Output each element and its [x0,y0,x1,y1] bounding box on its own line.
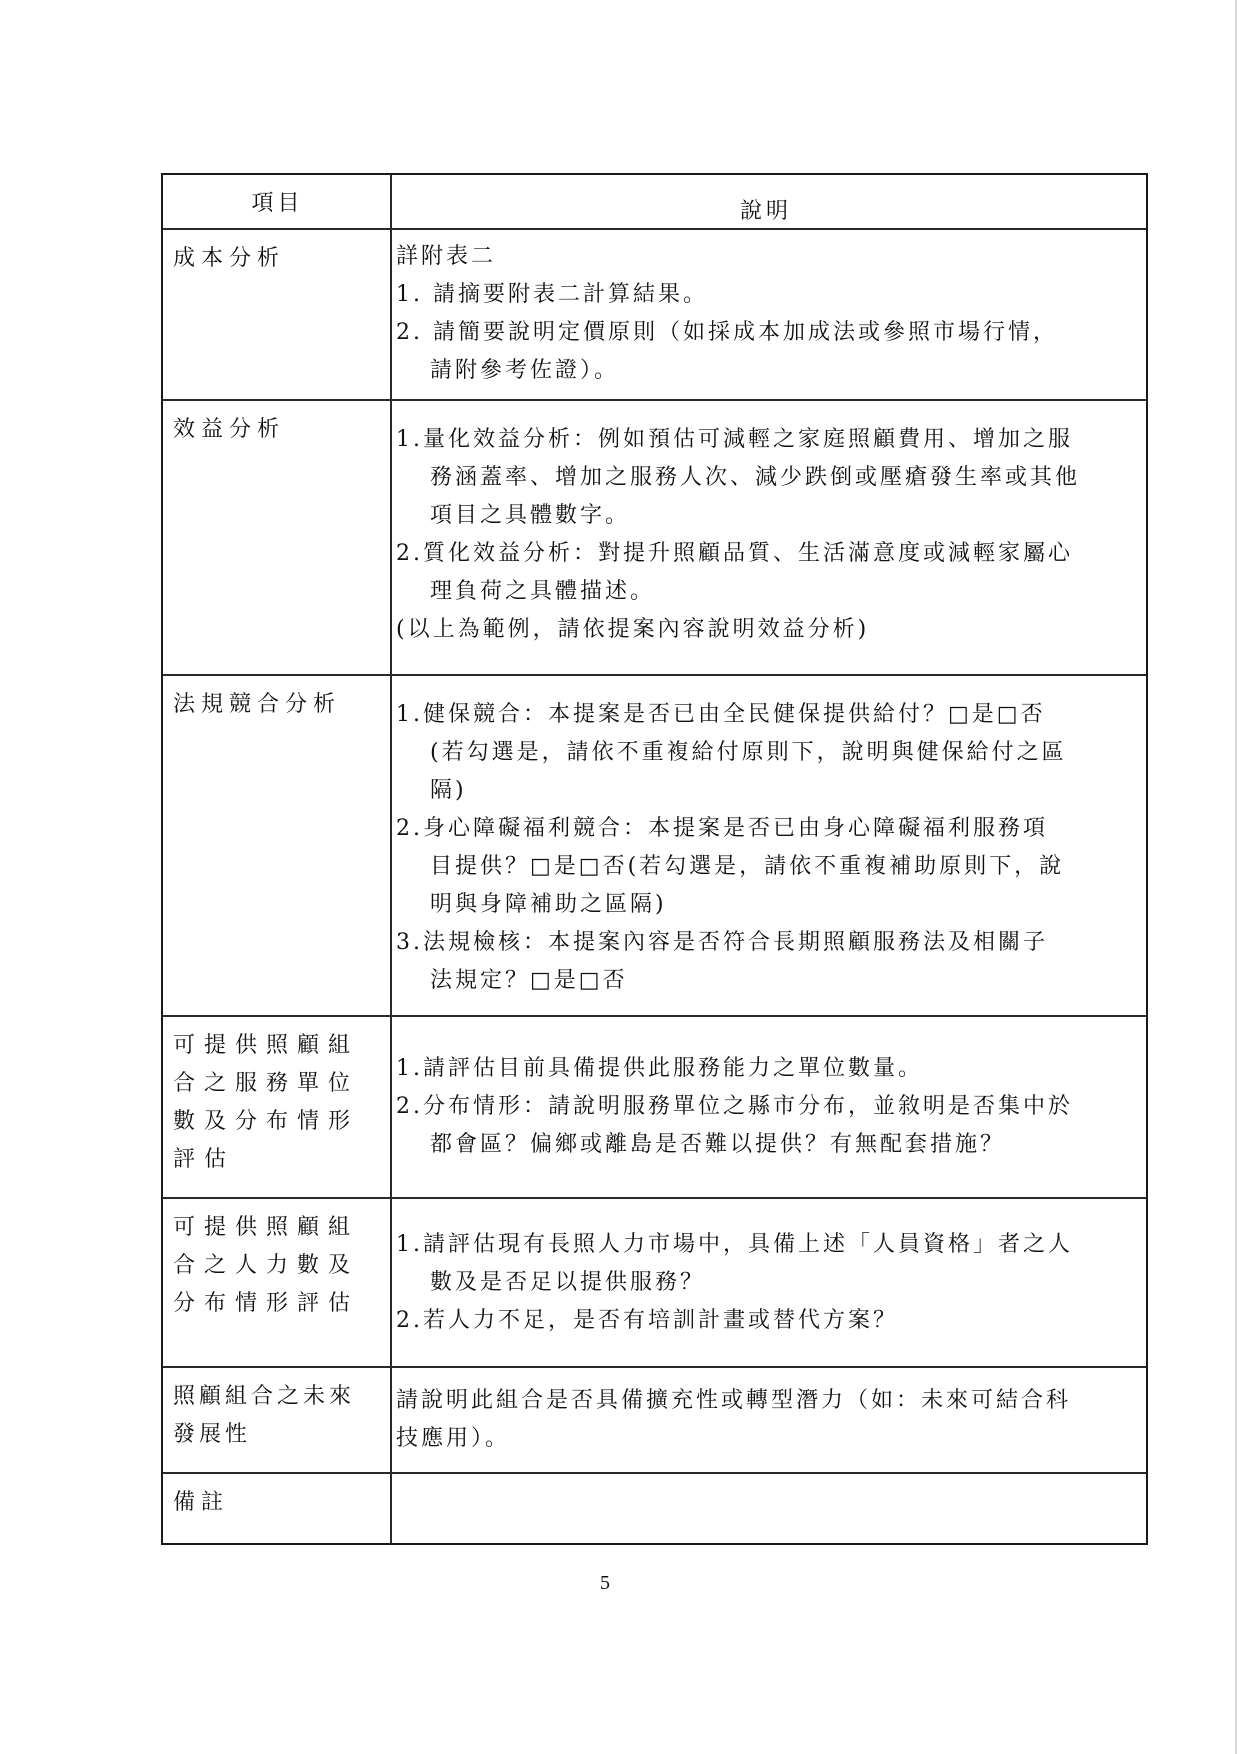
item-line: 成本分析 [173,246,286,271]
table-row-remarks [163,1472,1146,1543]
desc-line: (若勾選是，請依不重複給付原則下，說明與健保給付之區 [430,740,1067,765]
desc-line: 技應用）。 [396,1426,511,1451]
desc-line: 明與身障補助之區隔) [430,892,667,917]
row-item [163,1474,392,1543]
table-row-regulatory-analysis [163,674,1146,1015]
desc-line: 項目之具體數字。 [430,503,631,528]
item-line: 合之人力數及 [173,1253,360,1278]
desc-line: 2.若人力不足，是否有培訓計畫或替代方案？ [396,1307,898,1333]
item-line: 備註 [173,1490,230,1515]
table-row-benefit-analysis [163,399,1146,674]
desc-line: (以上為範例，請依提案內容說明效益分析) [396,617,870,642]
desc-line: 請附參考佐證）。 [430,358,620,383]
desc-line: 2. 請簡要說明定價原則（如採成本加成法或參照市場行情， [396,320,1058,345]
item-line: 可提供照顧組 [173,1215,360,1240]
row-item [163,676,392,1015]
table-row-future-development [163,1366,1146,1472]
header-description: 說明 [739,199,792,224]
row-item [163,401,392,674]
scan-edge-line [1235,0,1237,1754]
desc-line: 都會區？偏鄉或離島是否難以提供？有無配套措施？ [430,1132,1006,1157]
desc-line: 數及是否足以提供服務？ [430,1269,706,1295]
table-row-cost-analysis [163,228,1146,399]
item-line: 法規競合分析 [173,692,342,717]
row-item [163,230,392,399]
item-line: 可提供照顧組 [173,1033,360,1058]
row-description [392,1199,1146,1366]
desc-line: 1.請評估現有長照人力市場中，具備上述「人員資格」者之人 [396,1231,1073,1257]
desc-line: 1.量化效益分析：例如預估可減輕之家庭照顧費用、增加之服 [396,427,1073,452]
desc-line: 3.法規檢核：本提案內容是否符合長期照顧服務法及相關子 [396,930,1048,955]
desc-line: 1. 請摘要附表二計算結果。 [396,282,708,307]
proposal-evaluation-table [161,173,1148,1545]
header-item: 項目 [163,175,392,228]
row-description [392,1017,1146,1197]
page-number: 5 [600,1572,610,1594]
table-row-manpower-assessment [163,1197,1146,1366]
desc-line: 2.分布情形：請說明服務單位之縣市分布，並敘明是否集中於 [396,1094,1073,1119]
desc-line: 2.身心障礙福利競合：本提案是否已由身心障礙福利服務項 [396,816,1048,841]
desc-line: 理負荷之具體描述。 [430,579,656,604]
desc-line: 詳附表二 [396,244,497,269]
table-header-row [163,175,1146,228]
row-item [163,1368,392,1472]
table-row-service-unit-assessment [163,1015,1146,1197]
remarks-empty-cell [392,1474,1146,1543]
desc-line: 請說明此組合是否具備擴充性或轉型潛力（如：未來可結合科 [396,1388,1072,1413]
row-description [392,676,1146,1015]
desc-line: 2.質化效益分析：對提升照顧品質、生活滿意度或減輕家屬心 [396,541,1073,566]
item-line: 照顧組合之未來 [173,1384,356,1409]
row-description [392,401,1146,674]
desc-line: 目提供？□是□否(若勾選是，請依不重複補助原則下，說 [430,854,1065,879]
row-item [163,1017,392,1197]
desc-line: 法規定？□是□否 [430,968,628,993]
item-line: 評估 [173,1147,236,1172]
item-line: 發展性 [173,1422,252,1447]
row-item [163,1199,392,1366]
desc-line: 1.請評估目前具備提供此服務能力之單位數量。 [396,1056,923,1081]
row-description [392,1368,1146,1472]
row-description [392,230,1146,399]
item-line: 合之服務單位 [173,1071,360,1096]
item-line: 效益分析 [173,417,286,442]
item-line: 數及分布情形 [173,1109,360,1134]
desc-line: 隔) [430,778,467,803]
desc-line: 務涵蓋率、增加之服務人次、減少跌倒或壓瘡發生率或其他 [430,465,1081,490]
desc-line: 1.健保競合：本提案是否已由全民健保提供給付？□是□否 [396,702,1046,727]
item-line: 分布情形評估 [173,1291,360,1316]
